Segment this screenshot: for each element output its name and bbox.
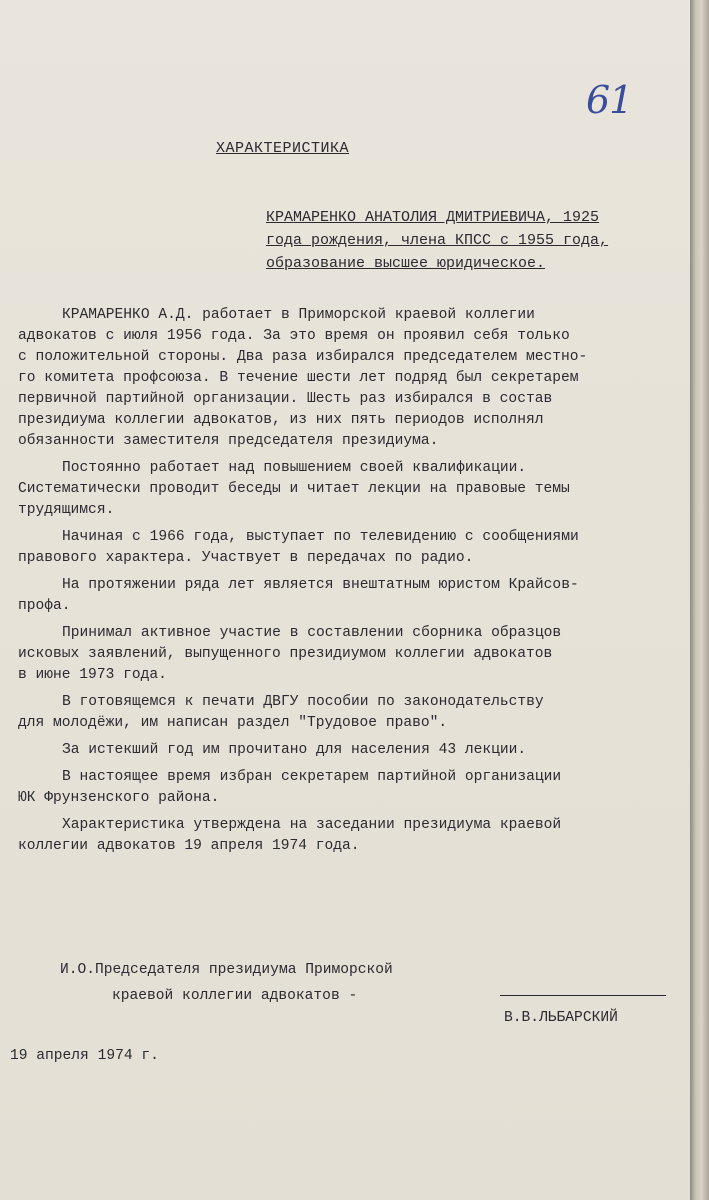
page-number: 61 [586, 78, 633, 122]
body-text [18, 305, 680, 863]
text-line: профа. [18, 598, 71, 614]
text-line: адвокатов с июля 1956 года. За это время он проявил себя только [18, 328, 570, 344]
text-line: президиума коллегии адвокатов, из них пять периодов исполнял [18, 412, 544, 428]
paragraph-6 [18, 692, 680, 734]
text-line: для молодёжи, им написан раздел "Трудовое право". [18, 715, 448, 731]
subject-block [266, 206, 671, 275]
signatory-name: В.В.ЛЬБАРСКИЙ [504, 1010, 618, 1026]
text-line: Систематически проводит беседы и читает лекции на правовые темы [18, 481, 570, 497]
text-line: коллегии адвокатов 19 апреля 1974 года. [18, 838, 360, 854]
text-line: первичной партийной организации. Шесть раз избирался в состав [18, 391, 553, 407]
document-title: ХАРАКТЕРИСТИКА [216, 140, 350, 157]
text-line: в июне 1973 года. [18, 667, 167, 683]
document-date: 19 апреля 1974 г. [10, 1048, 159, 1064]
paragraph-5 [18, 623, 680, 686]
text-line: го комитета профсоюза. В течение шести лет подряд был секретарем [18, 370, 579, 386]
text-line: В настоящее время избран секретарем партийной организации [62, 769, 562, 785]
text-line: За истекший год им прочитано для населения 43 лекции. [62, 742, 527, 758]
text-line: Начиная с 1966 года, выступает по телевидению с сообщениями [62, 529, 579, 545]
paragraph-2 [18, 458, 680, 521]
paragraph-9 [18, 815, 680, 857]
text-line: ЮК Фрунзенского района. [18, 790, 220, 806]
subject-line: КРАМАРЕНКО АНАТОЛИЯ ДМИТРИЕВИЧА, 1925 [266, 209, 600, 226]
text-line: трудящимся. [18, 502, 115, 518]
paragraph-4 [18, 575, 680, 617]
signature-block [60, 957, 393, 1009]
paragraph-7 [18, 740, 680, 761]
text-line: На протяжении ряда лет является внештатным юристом Крайсов- [62, 577, 579, 593]
page-edge [690, 0, 709, 1200]
subject-line: года рождения, члена КПСС с 1955 года, [266, 232, 609, 249]
text-line: В готовящемся к печати ДВГУ пособии по законодательству [62, 694, 544, 710]
text-line: Принимал активное участие в составлении сборника образцов [62, 625, 562, 641]
paragraph-3 [18, 527, 680, 569]
signature-line [500, 995, 666, 996]
signatory-title: И.О.Председателя президиума Приморской [60, 962, 393, 978]
subject-line: образование высшее юридическое. [266, 255, 546, 272]
text-line: Постоянно работает над повышением своей квалификации. [62, 460, 527, 476]
paragraph-1 [18, 305, 680, 452]
text-line: КРАМАРЕНКО А.Д. работает в Приморской краевой коллегии [62, 307, 535, 323]
signatory-organization: краевой коллегии адвокатов - [112, 988, 358, 1004]
text-line: с положительной стороны. Два раза избирался председателем местно- [18, 349, 588, 365]
text-line: исковых заявлений, выпущенного президиумом коллегии адвокатов [18, 646, 553, 662]
paragraph-8 [18, 767, 680, 809]
text-line: Характеристика утверждена на заседании президиума краевой [62, 817, 562, 833]
text-line: правового характера. Участвует в передачах по радио. [18, 550, 474, 566]
text-line: обязанности заместителя председателя президиума. [18, 433, 439, 449]
